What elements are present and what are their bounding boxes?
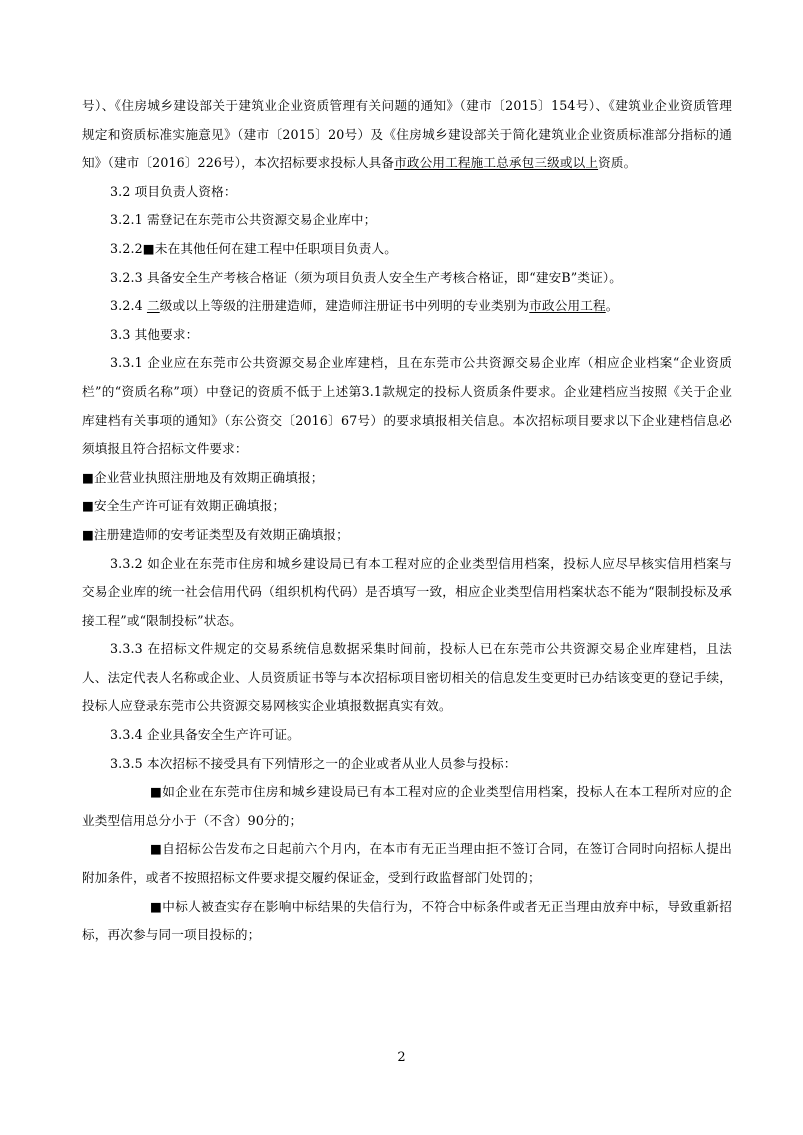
section-3-2-heading: 3.2 项目负责人资格： xyxy=(110,183,237,199)
section-3-3-3: 3.3.3 在招标文件规定的交易系统信息数据采集时间前，投标人已在东莞市公共资源交易企业库建档，且法人、法定代表人名称或企业、人员资质证书等与本次招标项目密切相关的信息发生变更时已办结该变更的登记手续，投标人应登录东莞市公共资源交易网核实企业填报数据真实有效。 xyxy=(82,641,732,714)
section-3-2-1: 3.2.1 需登记在东莞市公共资源交易企业库中； xyxy=(110,212,377,228)
bullet-safety-permit: ■安全生产许可证有效期正确填报； xyxy=(82,498,286,514)
page-number: 2 xyxy=(397,1050,406,1065)
paragraph-qualification-intro xyxy=(82,92,732,178)
exclusion-bid-abandonment: ■中标人被查实存在影响中标结果的失信行为，不符合中标条件或者无正当理由放弃中标，导致重新招标，再次参与同一项目投标的； xyxy=(82,898,732,943)
qualification-intro-suffix: 资质。 xyxy=(598,155,637,171)
section-3-3-5: 3.3.5 本次招标不接受具有下列情形之一的企业或者从业人员参与投标： xyxy=(110,755,517,771)
bullet-business-license: ■企业营业执照注册地及有效期正确填报； xyxy=(82,469,324,485)
required-qualification-underlined: 市政公用工程施工总承包三级或以上 xyxy=(394,155,599,171)
section-3-3-4: 3.3.4 企业具备安全生产许可证。 xyxy=(110,727,300,743)
section-3-3-2: 3.3.2 如企业在东莞市住房和城乡建设局已有本工程对应的企业类型信用档案，投标人应尽早核实信用档案与交易企业库的统一社会信用代码（组织机构代码）是否填写一致，相应企业类型信用档案状态不能为“限制投标及承接工程”或“限制投标”状态。 xyxy=(82,555,732,628)
registered-grade-underlined: 二 xyxy=(146,298,160,314)
qualification-intro-text: 号）、《住房城乡建设部关于建筑业企业资质管理有关问题的通知》（建市〔2015〕154号）、《建筑业企业资质管理规定和资质标准实施意见》（建市〔2015〕20号）及《住房城乡建设部关于简化建筑业企业资质标准部分指标的通知》（建市〔2016〕226号），本次招标要求投标人具备 xyxy=(82,98,732,171)
bullet-safety-certificate: ■注册建造师的安考证类型及有效期正确填报； xyxy=(82,526,349,542)
section-3-2-4-mid: 级或以上等级的注册建造师，建造师注册证书中列明的专业类别为 xyxy=(159,298,530,314)
document-body xyxy=(82,92,732,950)
exclusion-contract-refusal: ■自招标公告发布之日起前六个月内，在本市有无正当理由拒不签订合同，在签订合同时向招标人提出附加条件，或者不按照招标文件要求提交履约保证金，受到行政监督部门处罚的； xyxy=(82,841,732,886)
section-3-2-3: 3.2.3 具备安全生产考核合格证（须为项目负责人安全生产考核合格证，即“建安B”类证）。 xyxy=(110,269,623,285)
section-3-2-4-prefix: 3.2.4 xyxy=(110,298,147,314)
specialty-category-underlined: 市政公用工程 xyxy=(529,298,606,314)
section-3-3-heading: 3.3 其他要求： xyxy=(110,326,199,342)
section-3-2-4 xyxy=(82,292,732,321)
section-3-2-4-suffix: 。 xyxy=(605,298,619,314)
section-3-2-2: 3.2.2■未在其他任何在建工程中任职项目负责人。 xyxy=(110,240,397,256)
exclusion-credit-score: ■如企业在东莞市住房和城乡建设局已有本工程对应的企业类型信用档案，投标人在本工程所对应的企业类型信用总分小于（不含）90分的； xyxy=(82,784,732,828)
section-3-3-1: 3.3.1 企业应在东莞市公共资源交易企业库建档，且在东莞市公共资源交易企业库（相应企业档案“企业资质栏”的“资质名称”项）中登记的资质不低于上述第3.1款规定的投标人资质条件要求。企业建档应当按照《关于企业库建档有关事项的通知》（东公资交〔2016〕67号）的要求填报相关信息。本次招标项目要求以下企业建档信息必须填报且符合招标文件要求： xyxy=(82,355,732,457)
